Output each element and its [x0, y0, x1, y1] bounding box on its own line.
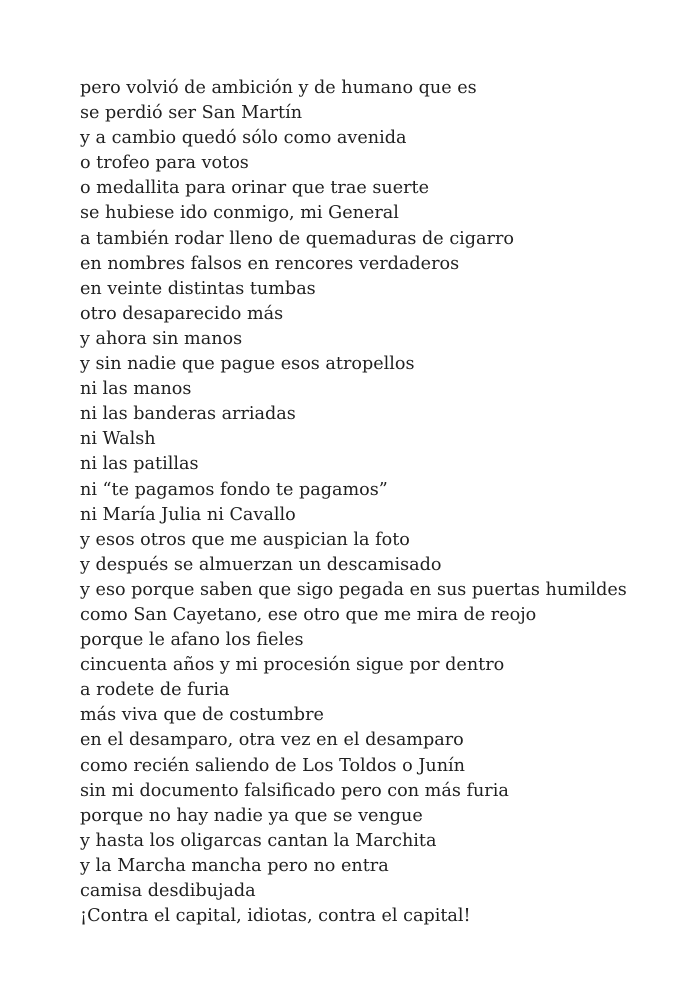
poem-line: porque le afano los fieles	[80, 630, 304, 651]
poem-line: en el desamparo, otra vez en el desamparo	[80, 730, 464, 751]
poem-text	[80, 76, 627, 929]
poem-line: más viva que de costumbre	[80, 705, 324, 726]
poem-line: y a cambio quedó sólo como avenida	[80, 128, 407, 149]
poem-line: otro desaparecido más	[80, 303, 284, 324]
poem-line: y la Marcha mancha pero no entra	[80, 855, 389, 876]
poem-line: como recién saliendo de Los Toldos o Junín	[80, 755, 466, 776]
poem-line: camisa desdibujada	[80, 881, 256, 901]
poem-line: en veinte distintas tumbas	[80, 278, 316, 299]
poem-line: ni “te pagamos fondo te pagamos”	[80, 479, 388, 500]
poem-line: ni las patillas	[80, 454, 199, 475]
poem-line: ni las banderas arriadas	[80, 404, 296, 425]
poem-line: ni Walsh	[80, 429, 156, 450]
poem-line: porque no hay nadie ya que se vengue	[80, 805, 423, 826]
poem-line: pero volvió de ambición y de humano que es	[80, 78, 477, 98]
poem-line: se hubiese ido conmigo, mi General	[80, 203, 399, 224]
poem-line: y después se almuerzan un descamisado	[80, 554, 442, 575]
poem-line: o trofeo para votos	[80, 153, 249, 174]
poem-line: y hasta los oligarcas cantan la Marchita	[80, 830, 437, 851]
poem-line: o medallita para orinar que trae suerte	[80, 178, 429, 199]
poem-line: como San Cayetano, ese otro que me mira de reojo	[80, 604, 537, 625]
poem-line: sin mi documento falsificado pero con más furia	[80, 780, 509, 801]
poem-line: ni María Julia ni Cavallo	[80, 504, 296, 525]
poem-line: ni las manos	[80, 379, 192, 400]
poem-line: en nombres falsos en rencores verdaderos	[80, 253, 460, 274]
poem-line: a rodete de furia	[80, 680, 230, 701]
poem-line: y eso porque saben que sigo pegada en sus puertas humildes	[80, 579, 627, 600]
poem-line: cincuenta años y mi procesión sigue por dentro	[80, 655, 505, 676]
poem-line: a también rodar lleno de quemaduras de cigarro	[80, 228, 514, 249]
poem-line: y sin nadie que pague esos atropellos	[80, 354, 415, 375]
poem-line: y esos otros que me auspician la foto	[80, 529, 410, 550]
poem-line: y ahora sin manos	[80, 328, 243, 349]
poem-line: se perdió ser San Martín	[80, 103, 303, 124]
poem-line: ¡Contra el capital, idiotas, contra el capital!	[80, 906, 471, 927]
